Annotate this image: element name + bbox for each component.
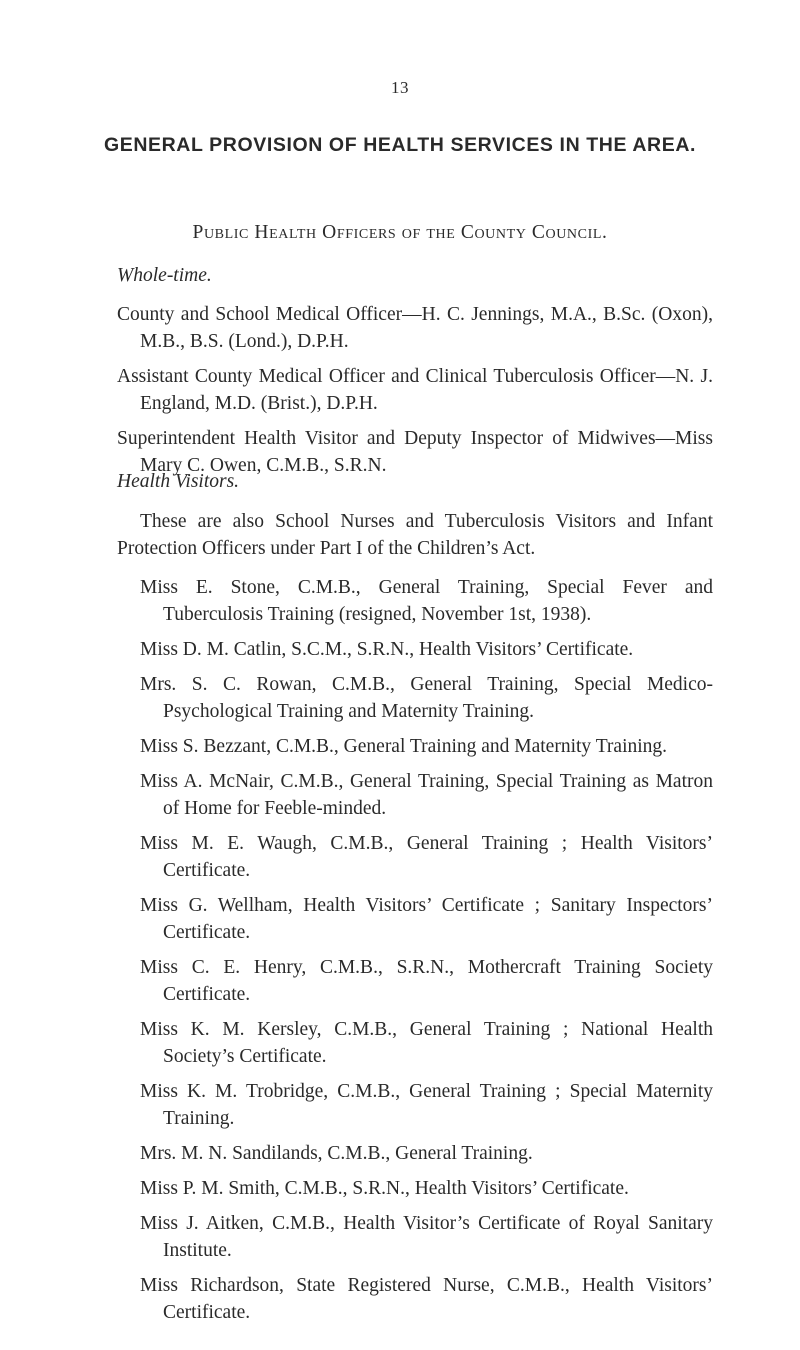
visitor-entry: Miss M. E. Waugh, C.M.B., General Training ; Health Visitors’ Certificate. xyxy=(140,833,713,881)
visitor-entry: Miss K. M. Kersley, C.M.B., General Training ; National Health Society’s Certificate. xyxy=(140,1019,713,1067)
visitor-entry: Miss C. E. Henry, C.M.B., S.R.N., Mothercraft Training Society Certificate. xyxy=(140,957,713,1005)
health-visitors-heading: Health Visitors. xyxy=(117,471,240,492)
visitor-entry: Miss P. M. Smith, C.M.B., S.R.N., Health Visitors’ Certificate. xyxy=(140,1178,629,1199)
visitor-entry: Miss J. Aitken, C.M.B., Health Visitor’s Certificate of Royal Sanitary Institute. xyxy=(140,1213,713,1261)
whole-time-heading: Whole-time. xyxy=(117,265,212,286)
visitor-entry: Miss S. Bezzant, C.M.B., General Training and Maternity Training. xyxy=(140,736,668,757)
visitor-entry: Miss A. McNair, C.M.B., General Training, Special Training as Matron of Home for Feeble-minded. xyxy=(140,771,713,819)
health-visitors-list xyxy=(117,508,713,1334)
page-number: 13 xyxy=(391,78,409,97)
page-subtitle: Public Health Officers of the County Council. xyxy=(192,222,608,243)
officer-entry: County and School Medical Officer—H. C. Jennings, M.A., B.Sc. (Oxon), M.B., B.S. (Lond.), D.P.H. xyxy=(117,304,713,352)
officer-entry: Assistant County Medical Officer and Clinical Tuberculosis Officer—N. J. England, M.D. (Brist.), D.P.H. xyxy=(117,366,713,414)
visitor-entry: Mrs. M. N. Sandilands, C.M.B., General Training. xyxy=(140,1143,533,1164)
page-title: GENERAL PROVISION OF HEALTH SERVICES IN THE AREA. xyxy=(103,134,697,156)
visitor-entry: Miss E. Stone, C.M.B., General Training, Special Fever and Tuberculosis Training (resigned, November 1st, 1938). xyxy=(140,577,713,625)
health-visitors-intro: These are also School Nurses and Tuberculosis Visitors and Infant Protection Officers under Part I of the Children’s Act. xyxy=(117,511,713,559)
visitor-entry: Miss D. M. Catlin, S.C.M., S.R.N., Health Visitors’ Certificate. xyxy=(140,639,634,660)
visitor-entry: Miss Richardson, State Registered Nurse, C.M.B., Health Visitors’ Certificate. xyxy=(140,1275,713,1323)
visitor-entry: Mrs. S. C. Rowan, C.M.B., General Training, Special Medico-Psychological Training and Maternity Training. xyxy=(140,674,713,722)
visitor-entry: Miss G. Wellham, Health Visitors’ Certificate ; Sanitary Inspectors’ Certificate. xyxy=(140,895,713,943)
officer-entry: Superintendent Health Visitor and Deputy Inspector of Midwives—Miss Mary C. Owen, C.M.B., S.R.N. xyxy=(117,428,713,476)
visitor-entry: Miss K. M. Trobridge, C.M.B., General Training ; Special Maternity Training. xyxy=(140,1081,713,1129)
whole-time-officers xyxy=(117,301,713,487)
